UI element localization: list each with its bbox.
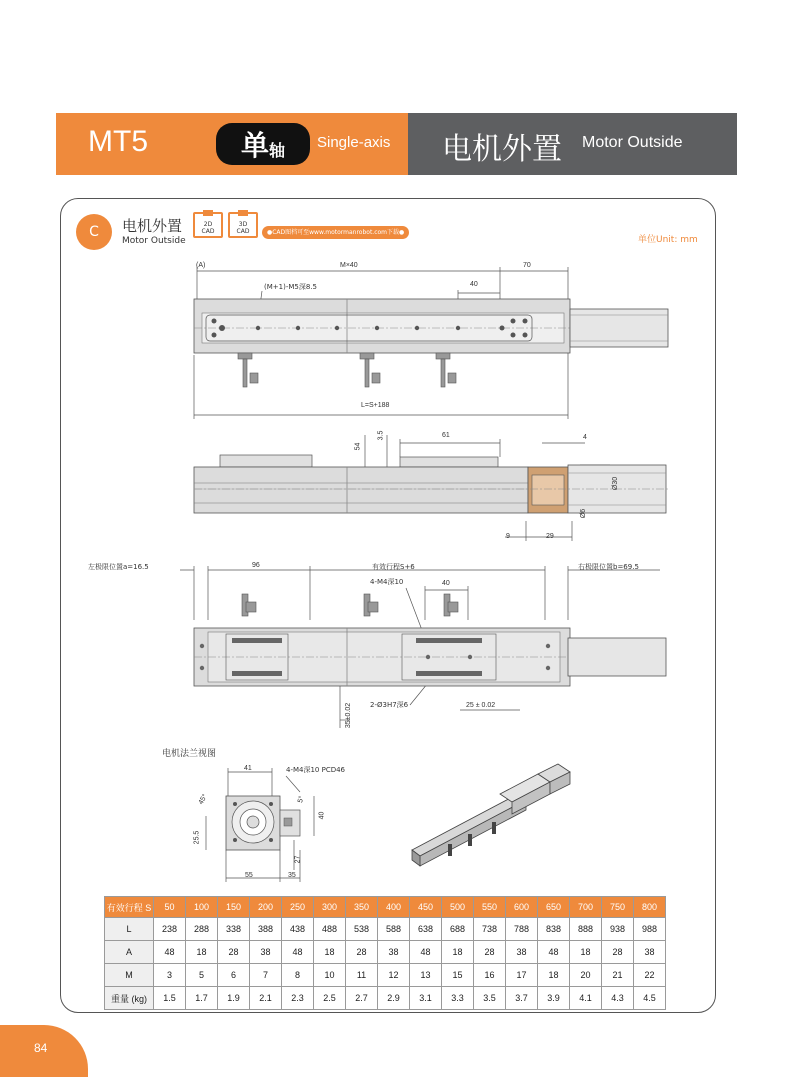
table-cell: 838 (538, 918, 570, 941)
table-cell: 12 (378, 964, 410, 987)
table-row (105, 918, 666, 941)
table-header-cell: 800 (634, 897, 666, 918)
table-cell: 2.9 (378, 987, 410, 1010)
table-cell: 388 (250, 918, 282, 941)
table-header-cell: 250 (282, 897, 314, 918)
table-cell: 538 (346, 918, 378, 941)
bottom-view-drawing (180, 560, 680, 735)
table-cell: 4.1 (570, 987, 602, 1010)
table-cell: 18 (442, 941, 474, 964)
table-cell: 7 (250, 964, 282, 987)
table-cell: 21 (602, 964, 634, 987)
table-cell: 16 (474, 964, 506, 987)
dim-holes-m5: (M+1)-M5深8.5 (264, 283, 317, 291)
table-header-cell: 300 (314, 897, 346, 918)
cad-2d-icon[interactable]: 2D CAD (193, 212, 223, 238)
table-cell: L (105, 918, 154, 941)
table-cell: 288 (186, 918, 218, 941)
table-cell: 438 (282, 918, 314, 941)
axis-type-en: Single-axis (317, 134, 391, 151)
table-cell: 28 (474, 941, 506, 964)
spec-table (104, 896, 666, 1010)
side-view-drawing (180, 425, 680, 545)
dim-right-limit: 右极限位置b=69.5 (578, 563, 639, 571)
table-cell: 3 (154, 964, 186, 987)
table-header-cell: 50 (154, 897, 186, 918)
table-cell: 48 (282, 941, 314, 964)
cad-3d-icon[interactable]: 3D CAD (228, 212, 258, 238)
dim-25: 25 ± 0.02 (466, 702, 496, 709)
table-header-cell: 550 (474, 897, 506, 918)
table-cell: 22 (634, 964, 666, 987)
dim-a: (A) (196, 262, 206, 269)
table-cell: 3.7 (506, 987, 538, 1010)
table-cell: 28 (218, 941, 250, 964)
table-cell: 638 (410, 918, 442, 941)
table-header-cell: 150 (218, 897, 250, 918)
table-cell: 20 (570, 964, 602, 987)
table-header-cell: 500 (442, 897, 474, 918)
table-cell: 18 (186, 941, 218, 964)
dim-bottom-40: 40 (442, 580, 450, 587)
flange-dim-41: 41 (244, 765, 252, 772)
table-header-cell: 450 (410, 897, 442, 918)
dim-61: 61 (442, 432, 450, 439)
flange-angle-5: 5° (297, 795, 306, 804)
section-title-en: Motor Outside (122, 236, 186, 246)
table-cell: 18 (570, 941, 602, 964)
table-cell: 3.1 (410, 987, 442, 1010)
table-cell: 1.5 (154, 987, 186, 1010)
dim-54: 54 (354, 442, 362, 451)
table-cell: 1.7 (186, 987, 218, 1010)
dim-left-limit: 左极限位置a=16.5 (88, 563, 149, 571)
table-cell: 2.7 (346, 987, 378, 1010)
flange-dim-35: 35 (288, 872, 296, 879)
table-cell: 48 (538, 941, 570, 964)
model-name: MT5 (88, 125, 148, 158)
table-cell: 4.3 (602, 987, 634, 1010)
table-cell: 588 (378, 918, 410, 941)
table-cell: 938 (602, 918, 634, 941)
table-cell: 2.5 (314, 987, 346, 1010)
table-cell: 338 (218, 918, 250, 941)
table-header-cell: 700 (570, 897, 602, 918)
table-cell: 48 (410, 941, 442, 964)
flange-dim-25-5: 25.5 (193, 830, 201, 845)
flange-angle-45: 45° (197, 793, 209, 806)
table-cell: 888 (570, 918, 602, 941)
table-cell: 2.1 (250, 987, 282, 1010)
table-header-row (105, 897, 666, 918)
product-3d-illustration (408, 758, 588, 870)
table-header-cell: 600 (506, 897, 538, 918)
dim-m40: M×40 (340, 262, 358, 269)
table-cell: 重量 (kg) (105, 987, 154, 1010)
table-cell: 18 (314, 941, 346, 964)
table-cell: 13 (410, 964, 442, 987)
table-cell: 4.5 (634, 987, 666, 1010)
table-cell: 38 (506, 941, 538, 964)
dim-pin-holes: 2-Ø3H7深6 (370, 701, 409, 709)
table-header-cell: 750 (602, 897, 634, 918)
unit-label: 单位Unit: mm (638, 235, 698, 245)
axis-type-pill (216, 123, 310, 165)
table-cell: 38 (634, 941, 666, 964)
table-cell: 238 (154, 918, 186, 941)
dim-length: L=S+188 (361, 402, 390, 409)
top-view-drawing (180, 255, 680, 425)
section-badge: C (76, 214, 112, 250)
table-cell: 11 (346, 964, 378, 987)
dim-stroke: 有效行程S+6 (372, 563, 415, 571)
dim-70: 70 (523, 262, 531, 269)
table-cell: 17 (506, 964, 538, 987)
dim-3-5: 3.5 (377, 430, 385, 441)
flange-view-drawing (190, 760, 340, 892)
table-cell: 38 (250, 941, 282, 964)
table-header-cell: 350 (346, 897, 378, 918)
flange-dim-40: 40 (318, 811, 326, 820)
flange-holes: 4-M4深10 PCD46 (286, 766, 346, 774)
table-cell: 788 (506, 918, 538, 941)
table-header-cell: 650 (538, 897, 570, 918)
table-row (105, 964, 666, 987)
table-cell: A (105, 941, 154, 964)
header-title-en: Motor Outside (582, 134, 683, 151)
table-cell: 488 (314, 918, 346, 941)
table-cell: 38 (378, 941, 410, 964)
table-cell: 738 (474, 918, 506, 941)
table-cell: 8 (282, 964, 314, 987)
table-cell: M (105, 964, 154, 987)
section-title-cn: 电机外置 (122, 217, 183, 235)
table-cell: 10 (314, 964, 346, 987)
table-cell: 5 (186, 964, 218, 987)
dim-40: 40 (470, 281, 478, 288)
table-cell: 6 (218, 964, 250, 987)
table-cell: 18 (538, 964, 570, 987)
dim-4: 4 (583, 434, 587, 441)
dim-9: 9 (506, 533, 510, 540)
axis-type-small: 轴 (269, 140, 286, 160)
dim-dia30: Ø30 (612, 476, 620, 491)
table-header-cell: 有效行程 S (105, 897, 154, 918)
table-row (105, 987, 666, 1010)
table-cell: 15 (442, 964, 474, 987)
table-cell: 1.9 (218, 987, 250, 1010)
table-cell: 688 (442, 918, 474, 941)
flange-title: 电机法兰视图 (162, 749, 217, 759)
header-title-cn: 电机外置 (442, 132, 562, 167)
dim-96: 96 (252, 562, 260, 569)
table-row (105, 941, 666, 964)
table-cell: 28 (346, 941, 378, 964)
table-cell: 3.3 (442, 987, 474, 1010)
table-header-cell: 100 (186, 897, 218, 918)
table-header-cell: 400 (378, 897, 410, 918)
table-header-cell: 200 (250, 897, 282, 918)
axis-type-big: 单 (240, 129, 269, 162)
table-cell: 3.9 (538, 987, 570, 1010)
cad-download-link[interactable]: ●CAD图档可至www.motormanrobot.com下载● (262, 226, 409, 239)
flange-dim-55: 55 (245, 872, 253, 879)
table-cell: 2.3 (282, 987, 314, 1010)
dim-dia6: Ø6 (580, 508, 588, 519)
table-cell: 3.5 (474, 987, 506, 1010)
page-number: 84 (34, 1041, 48, 1055)
table-cell: 48 (154, 941, 186, 964)
dim-29: 29 (546, 533, 554, 540)
dim-35-vertical: 35±0.02 (345, 702, 353, 729)
table-cell: 988 (634, 918, 666, 941)
dim-holes-m4: 4-M4深10 (370, 578, 404, 586)
table-cell: 28 (602, 941, 634, 964)
flange-dim-27: 27 (294, 855, 302, 864)
